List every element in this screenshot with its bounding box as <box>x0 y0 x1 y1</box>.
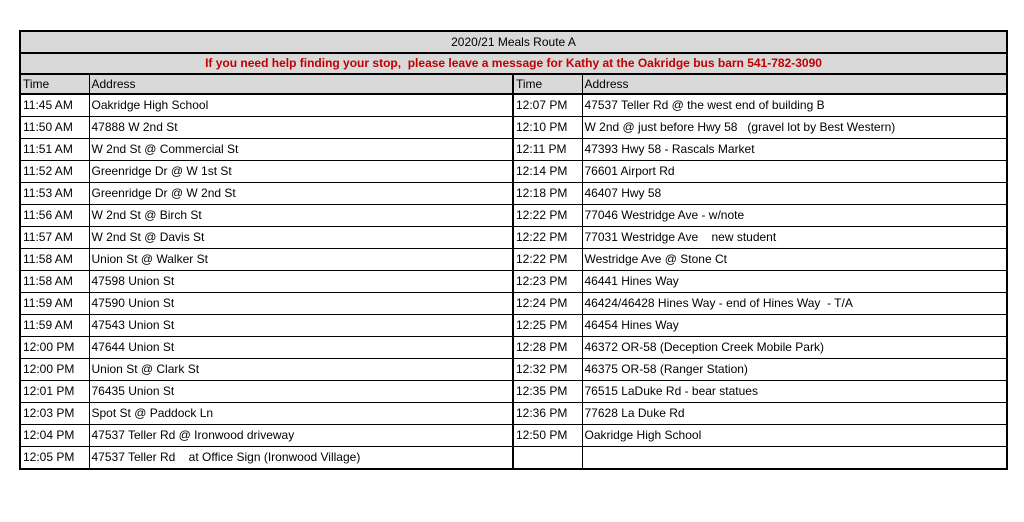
stop-address-left: W 2nd St @ Birch St <box>89 205 513 227</box>
stop-time-left: 11:58 AM <box>20 249 89 271</box>
table-row <box>20 161 1007 183</box>
help-notice: If you need help finding your stop, please leave a message for Kathy at the Oakridge bus barn 541-782-3090 <box>20 53 1007 74</box>
stop-address-right: 46407 Hwy 58 <box>582 183 1007 205</box>
stop-time-left: 11:51 AM <box>20 139 89 161</box>
stop-time-left: 11:50 AM <box>20 117 89 139</box>
table-row <box>20 249 1007 271</box>
stop-address-right: 76515 LaDuke Rd - bear statues <box>582 381 1007 403</box>
table-row <box>20 293 1007 315</box>
time-header-left: Time <box>20 74 89 94</box>
stop-time-left: 11:45 AM <box>20 94 89 117</box>
stop-address-left: Greenridge Dr @ W 2nd St <box>89 183 513 205</box>
table-row <box>20 271 1007 293</box>
stop-address-left: W 2nd St @ Commercial St <box>89 139 513 161</box>
stop-time-left: 11:53 AM <box>20 183 89 205</box>
stop-address-left: Spot St @ Paddock Ln <box>89 403 513 425</box>
stop-time-left: 11:58 AM <box>20 271 89 293</box>
stop-time-left: 11:59 AM <box>20 315 89 337</box>
table-row <box>20 403 1007 425</box>
stop-time-left: 11:57 AM <box>20 227 89 249</box>
table-row <box>20 183 1007 205</box>
table-row <box>20 359 1007 381</box>
stop-time-left: 12:00 PM <box>20 359 89 381</box>
stop-address-left: 47543 Union St <box>89 315 513 337</box>
stop-address-right: 47537 Teller Rd @ the west end of building B <box>582 94 1007 117</box>
stop-address-right <box>582 447 1007 470</box>
stop-address-left: 47590 Union St <box>89 293 513 315</box>
table-row <box>20 94 1007 117</box>
stop-address-right: 46454 Hines Way <box>582 315 1007 337</box>
stop-address-left: Oakridge High School <box>89 94 513 117</box>
stop-address-right: 46424/46428 Hines Way - end of Hines Way - T/A <box>582 293 1007 315</box>
stop-address-right: W 2nd @ just before Hwy 58 (gravel lot by Best Western) <box>582 117 1007 139</box>
stop-time-right: 12:35 PM <box>513 381 582 403</box>
table-row <box>20 315 1007 337</box>
stop-address-right: Westridge Ave @ Stone Ct <box>582 249 1007 271</box>
stop-time-right: 12:24 PM <box>513 293 582 315</box>
stop-time-right: 12:07 PM <box>513 94 582 117</box>
table-row <box>20 337 1007 359</box>
stop-time-left: 12:05 PM <box>20 447 89 470</box>
stop-address-left: 76435 Union St <box>89 381 513 403</box>
stop-address-left: Union St @ Clark St <box>89 359 513 381</box>
stop-time-right: 12:22 PM <box>513 227 582 249</box>
stop-time-right: 12:14 PM <box>513 161 582 183</box>
stop-time-left: 11:52 AM <box>20 161 89 183</box>
stop-address-left: 47598 Union St <box>89 271 513 293</box>
table-row <box>20 381 1007 403</box>
time-header-right: Time <box>513 74 582 94</box>
stop-time-right: 12:25 PM <box>513 315 582 337</box>
stop-time-left: 12:04 PM <box>20 425 89 447</box>
stop-time-right: 12:18 PM <box>513 183 582 205</box>
stop-time-left: 11:59 AM <box>20 293 89 315</box>
stop-time-right: 12:22 PM <box>513 249 582 271</box>
stop-time-right: 12:36 PM <box>513 403 582 425</box>
table-row <box>20 205 1007 227</box>
route-title: 2020/21 Meals Route A <box>20 31 1007 53</box>
stop-address-right: 47393 Hwy 58 - Rascals Market <box>582 139 1007 161</box>
stop-time-right: 12:22 PM <box>513 205 582 227</box>
stop-address-left: 47537 Teller Rd @ Ironwood driveway <box>89 425 513 447</box>
route-table <box>19 30 1008 470</box>
table-row <box>20 425 1007 447</box>
stop-address-left: Union St @ Walker St <box>89 249 513 271</box>
stop-address-left: Greenridge Dr @ W 1st St <box>89 161 513 183</box>
table-row <box>20 447 1007 470</box>
stop-time-left: 11:56 AM <box>20 205 89 227</box>
stop-address-right: 46441 Hines Way <box>582 271 1007 293</box>
stop-address-right: 77046 Westridge Ave - w/note <box>582 205 1007 227</box>
stop-time-right: 12:23 PM <box>513 271 582 293</box>
stop-time-left: 12:00 PM <box>20 337 89 359</box>
table-row <box>20 227 1007 249</box>
stop-address-right: Oakridge High School <box>582 425 1007 447</box>
column-header-row <box>20 74 1007 94</box>
stop-time-right: 12:11 PM <box>513 139 582 161</box>
address-header-right: Address <box>582 74 1007 94</box>
stop-address-right: 76601 Airport Rd <box>582 161 1007 183</box>
stop-address-left: 47888 W 2nd St <box>89 117 513 139</box>
stop-time-right: 12:50 PM <box>513 425 582 447</box>
route-schedule-sheet <box>19 30 1006 470</box>
address-header-left: Address <box>89 74 513 94</box>
stop-time-right <box>513 447 582 470</box>
stop-address-right: 77628 La Duke Rd <box>582 403 1007 425</box>
stop-time-right: 12:28 PM <box>513 337 582 359</box>
stop-time-right: 12:32 PM <box>513 359 582 381</box>
stop-address-left: W 2nd St @ Davis St <box>89 227 513 249</box>
stop-address-right: 77031 Westridge Ave new student <box>582 227 1007 249</box>
stop-address-right: 46375 OR-58 (Ranger Station) <box>582 359 1007 381</box>
stop-address-left: 47644 Union St <box>89 337 513 359</box>
stop-address-left: 47537 Teller Rd at Office Sign (Ironwood Village) <box>89 447 513 470</box>
table-row <box>20 117 1007 139</box>
stop-time-left: 12:03 PM <box>20 403 89 425</box>
table-row <box>20 139 1007 161</box>
stop-address-right: 46372 OR-58 (Deception Creek Mobile Park) <box>582 337 1007 359</box>
stop-time-left: 12:01 PM <box>20 381 89 403</box>
stop-time-right: 12:10 PM <box>513 117 582 139</box>
